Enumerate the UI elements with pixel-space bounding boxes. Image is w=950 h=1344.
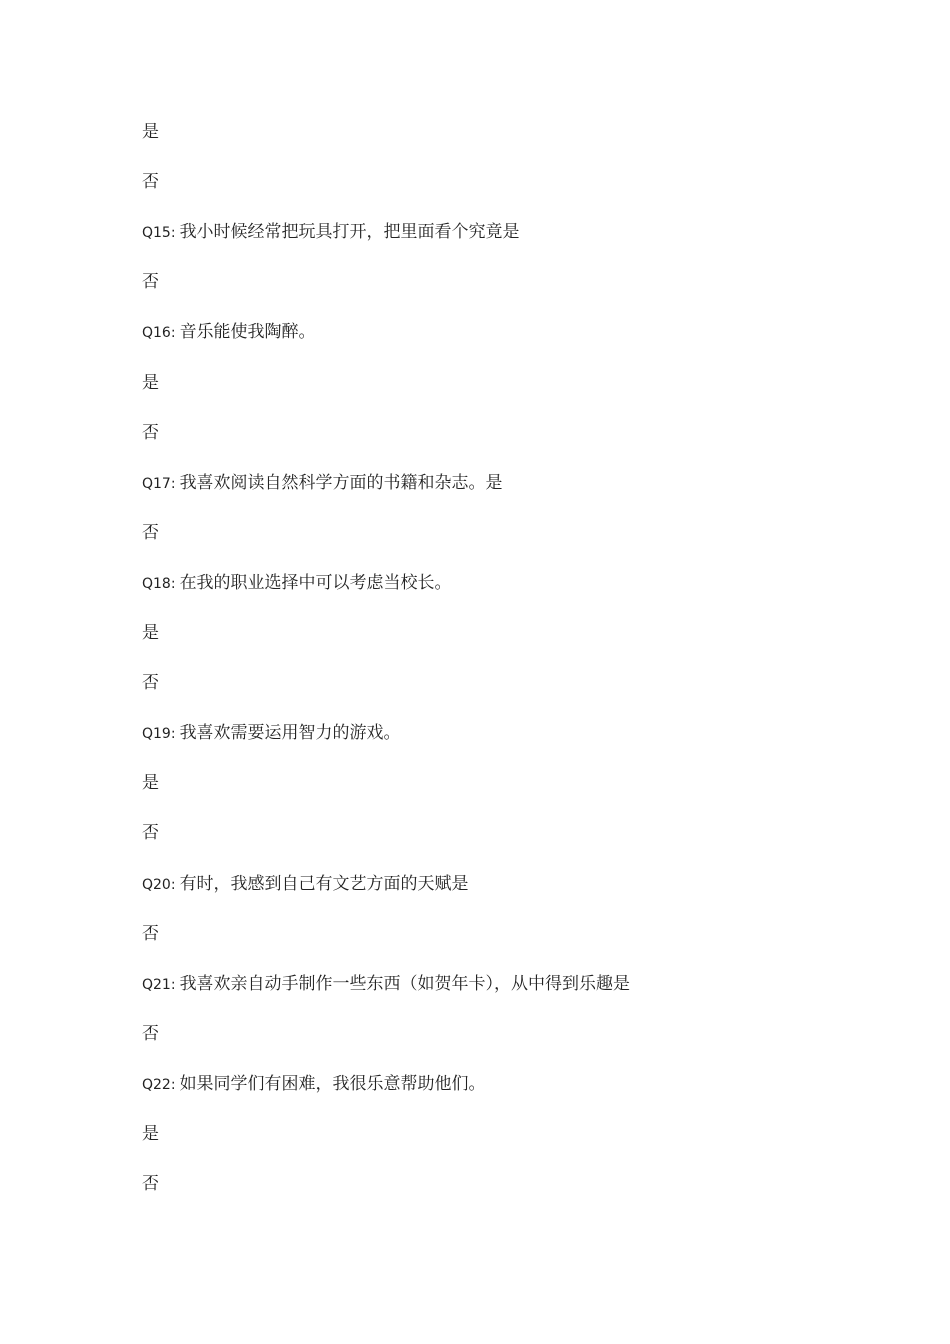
question-number: Q22: — [142, 1076, 176, 1093]
question-line — [142, 220, 520, 245]
question-number: Q18: — [142, 575, 176, 592]
answer-option: 否 — [142, 1174, 159, 1195]
answer-option: 是 — [142, 372, 159, 393]
question-number: Q20: — [142, 876, 176, 893]
question-line — [142, 721, 401, 746]
question-line — [142, 320, 316, 345]
question-line — [142, 571, 452, 596]
answer-option: 否 — [142, 172, 159, 193]
answer-option: 否 — [142, 522, 159, 543]
answer-option: 否 — [142, 673, 159, 694]
answer-option: 是 — [142, 1124, 159, 1144]
question-line — [142, 1072, 486, 1097]
question-line — [142, 972, 630, 997]
answer-option: 否 — [142, 823, 159, 844]
question-text: 我喜欢亲自动手制作一些东西（如贺年卡），从中得到乐趣是 — [179, 973, 631, 994]
question-text: 我喜欢阅读自然科学方面的书籍和杂志。是 — [179, 472, 503, 493]
question-text: 有时，我感到自己有文艺方面的天赋是 — [179, 873, 469, 894]
answer-option: 是 — [142, 122, 159, 142]
question-line — [142, 471, 503, 496]
answer-option: 否 — [142, 1023, 159, 1044]
answer-option: 是 — [142, 773, 159, 794]
answer-option: 否 — [142, 272, 159, 293]
question-text: 我喜欢需要运用智力的游戏。 — [179, 723, 401, 744]
question-number: Q15: — [142, 225, 176, 242]
answer-option: 否 — [142, 422, 159, 443]
answer-option: 否 — [142, 923, 159, 944]
question-line — [142, 872, 469, 897]
question-text: 如果同学们有困难，我很乐意帮助他们。 — [179, 1073, 486, 1094]
question-text: 在我的职业选择中可以考虑当校长。 — [179, 572, 452, 593]
question-text: 我小时候经常把玩具打开，把里面看个究竟是 — [179, 222, 520, 243]
question-number: Q21: — [142, 976, 176, 993]
question-number: Q16: — [142, 325, 176, 342]
question-number: Q17: — [142, 475, 176, 492]
question-text: 音乐能使我陶醉。 — [179, 322, 316, 343]
question-number: Q19: — [142, 726, 176, 743]
answer-option: 是 — [142, 623, 159, 643]
